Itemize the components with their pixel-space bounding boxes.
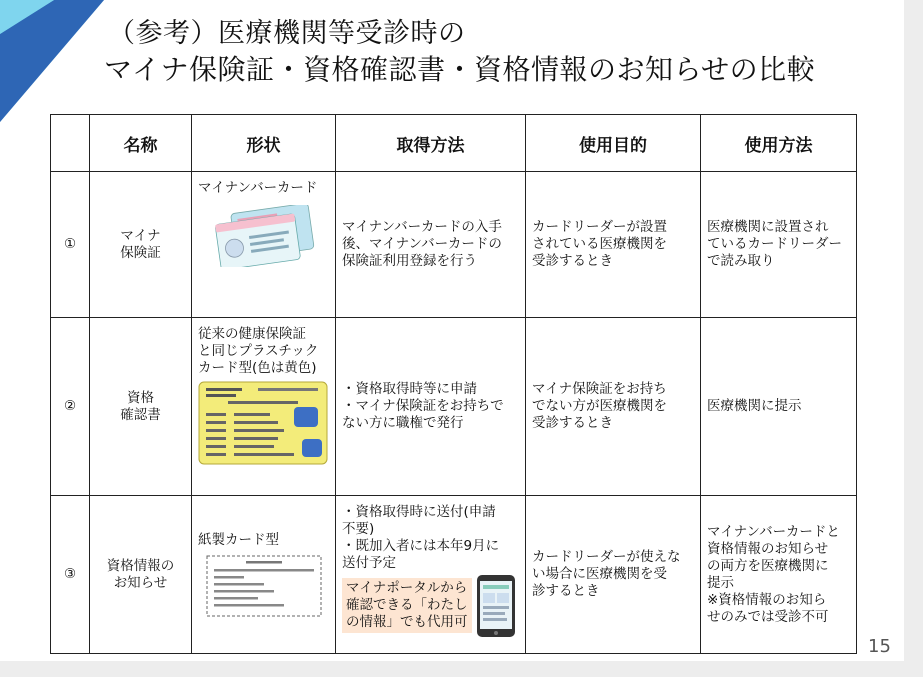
table-header-row — [51, 115, 857, 172]
name-line: 資格 — [127, 389, 154, 406]
note-line: の情報」でも代用可 — [346, 614, 468, 630]
page-title — [104, 16, 816, 88]
text-line: い場合に医療機関を受 — [532, 566, 667, 582]
comparison-table — [50, 114, 857, 654]
text-line: ない方に職権で発行 — [342, 415, 464, 431]
row-shape — [192, 318, 336, 496]
name-line: マイナ — [120, 227, 161, 244]
text-line: ・資格取得時等に申請 — [342, 381, 477, 397]
text-line: 医療機関に設置され — [707, 219, 829, 235]
text-line: ・マイナ保険証をお持ちで — [342, 398, 504, 414]
row-number: ③ — [51, 496, 90, 654]
row-name — [90, 318, 192, 496]
row-acquisition — [336, 318, 526, 496]
text-line: マイナンバーカードの入手 — [342, 219, 502, 235]
row-usage — [701, 496, 857, 654]
text-line: されている医療機関を — [532, 236, 667, 252]
shape-text: カード型(色は黄色) — [198, 360, 317, 376]
text-line: カードリーダーが設置 — [532, 219, 667, 235]
header-cell-shape: 形状 — [192, 115, 336, 172]
text-line: の両方を医療機関に — [707, 557, 829, 574]
header-cell-num — [51, 115, 90, 172]
text-line: 提示 — [707, 574, 734, 591]
text-line: ているカードリーダー — [707, 236, 842, 252]
header-cell-usage: 使用方法 — [701, 115, 857, 172]
text-line: 受診するとき — [532, 415, 613, 431]
row-purpose — [526, 172, 701, 318]
row-number: ① — [51, 172, 90, 318]
row-shape — [192, 496, 336, 654]
name-line: お知らせ — [113, 574, 168, 591]
header-cell-name: 名称 — [90, 115, 192, 172]
title-line-2: マイナ保険証・資格確認書・資格情報のお知らせの比較 — [104, 53, 816, 86]
row-purpose — [526, 496, 701, 654]
row-name — [90, 496, 192, 654]
text-line: カードリーダーが使えな — [532, 549, 681, 565]
text-line: 不要) — [342, 521, 375, 537]
text-line: 送付予定 — [342, 555, 396, 571]
row-usage — [701, 318, 857, 496]
text-line: 診するとき — [532, 583, 600, 599]
name-line: 資格情報の — [106, 557, 175, 574]
header-cell-purpose: 使用目的 — [526, 115, 701, 172]
text-line: ※資格情報のお知ら — [707, 591, 827, 608]
text-line: ・資格取得時に送付(申請 — [342, 504, 496, 520]
note-line: 確認できる「わたし — [346, 597, 468, 613]
mynumber-card-image — [212, 205, 322, 267]
eligibility-card-image — [198, 381, 328, 465]
shape-text: マイナンバーカード — [198, 180, 318, 196]
row-purpose — [526, 318, 701, 496]
text-line: ・既加入者には本年9月に — [342, 538, 500, 554]
text-line: 医療機関に提示 — [707, 398, 802, 414]
name-line: 保険証 — [120, 244, 161, 261]
row-shape — [192, 172, 336, 318]
shape-text: 紙製カード型 — [198, 532, 279, 548]
right-frame — [904, 0, 923, 677]
shape-text: 従来の健康保険証 — [198, 326, 306, 342]
note-line: マイナポータルから — [346, 580, 468, 596]
text-line: 保険証利用登録を行う — [342, 253, 477, 269]
portal-note — [342, 578, 472, 633]
row-number: ② — [51, 318, 90, 496]
row-acquisition — [336, 172, 526, 318]
text-line: 資格情報のお知らせ — [707, 540, 829, 557]
row-name — [90, 172, 192, 318]
text-line: で読み取り — [707, 253, 775, 269]
header-cell-acquisition: 取得方法 — [336, 115, 526, 172]
page-number: 15 — [868, 636, 891, 657]
row-acquisition — [336, 496, 526, 654]
shape-text: と同じプラスチック — [198, 343, 319, 359]
table-row-mynumber — [51, 172, 857, 318]
bottom-frame — [0, 661, 923, 677]
phone-image — [476, 574, 516, 638]
text-line: マイナンバーカードと — [707, 523, 840, 540]
text-line: 後、マイナンバーカードの — [342, 236, 502, 252]
text-line: 受診するとき — [532, 253, 613, 269]
name-line: 確認書 — [120, 406, 161, 423]
text-line: せのみでは受診不可 — [707, 608, 829, 625]
table-row-eligibility — [51, 318, 857, 496]
portal-note-wrap — [342, 578, 519, 633]
text-line: でない方が医療機関を — [532, 398, 667, 414]
row-usage — [701, 172, 857, 318]
title-line-1: （参考）医療機関等受診時の — [108, 18, 466, 49]
table-row-notice — [51, 496, 857, 654]
text-line: マイナ保険証をお持ち — [532, 381, 667, 397]
notice-image — [206, 555, 322, 617]
